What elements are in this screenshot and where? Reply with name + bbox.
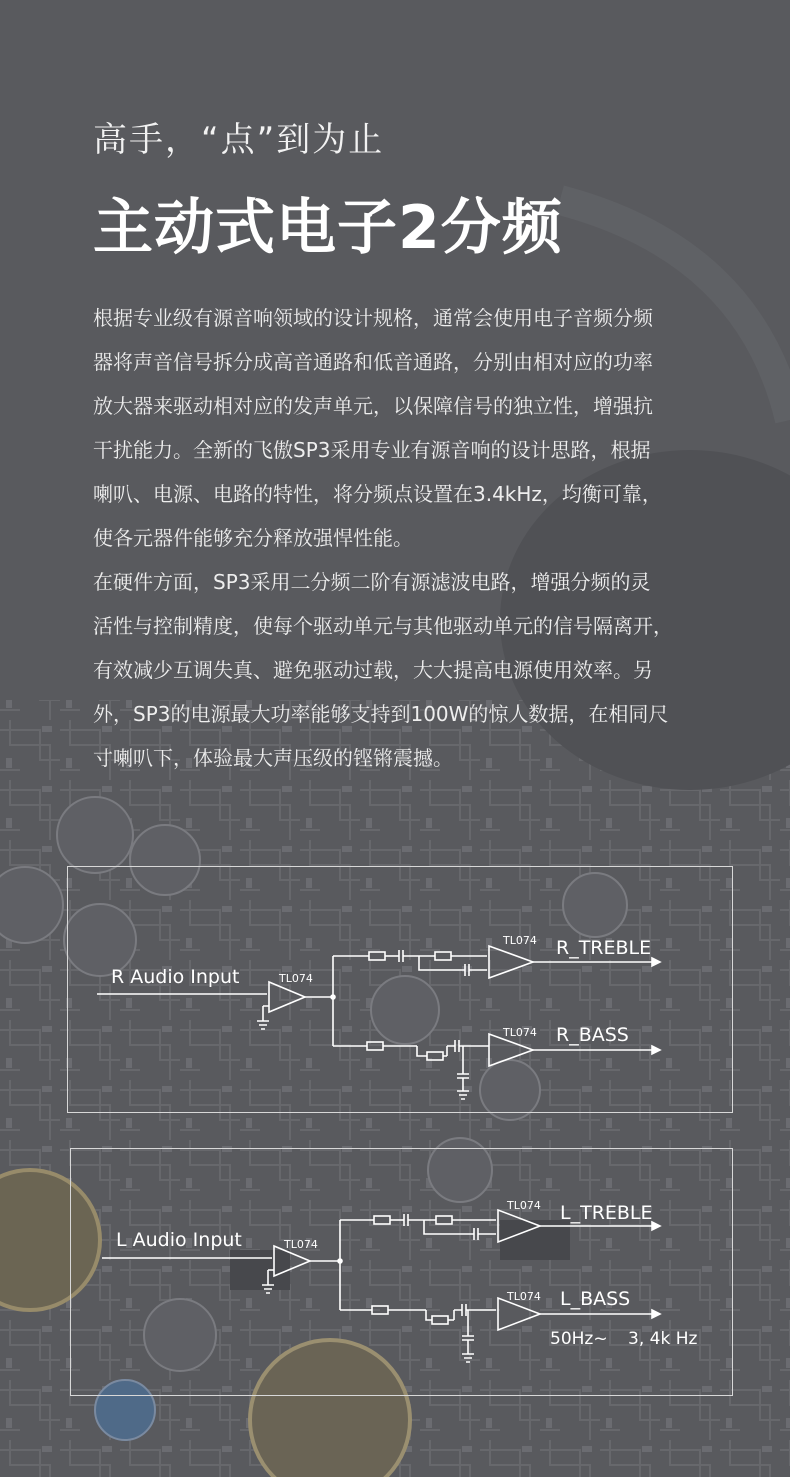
paragraph-line: 外，SP3的电源最大功率能够支持到100W的惊人数据，在相同尺: [93, 702, 669, 726]
paragraph-line: 有效减少互调失真、避免驱动过载，大大提高电源使用效率。另: [93, 658, 653, 682]
intro-paragraph: [93, 296, 753, 560]
bass-output-label: R_BASS: [556, 1024, 629, 1046]
treble-opamp-symbol: [489, 946, 533, 978]
ground-symbol: [262, 1270, 274, 1293]
subtitle: 高手，“点”到为止: [93, 120, 385, 160]
left-channel-crossover-diagram: [70, 1148, 733, 1396]
treble-output-label: R_TREBLE: [556, 937, 652, 959]
resistor-symbol: [435, 952, 451, 960]
paragraph-line: 使各元器件能够充分释放强悍性能。: [93, 526, 413, 550]
capacitor-symbol: [462, 1304, 466, 1316]
ground-symbol: [462, 1310, 474, 1362]
hardware-paragraph: [93, 560, 753, 780]
resistor-symbol: [369, 952, 385, 960]
paragraph-line: 活性与控制精度，使每个驱动单元与其他驱动单元的信号隔离开，: [93, 614, 673, 638]
paragraph-line: 干扰能力。全新的飞傲SP3采用专业有源音响的设计思路，根据: [93, 438, 651, 462]
buffer-chip-label: TL074: [284, 1238, 318, 1251]
resistor-symbol: [374, 1216, 390, 1224]
treble-opamp-symbol: [498, 1210, 540, 1242]
paragraph-line: 喇叭、电源、电路的特性，将分频点设置在3.4kHz，均衡可靠，: [93, 482, 662, 506]
capacitor-symbol: [455, 1040, 459, 1052]
frequency-range-high: 3, 4k Hz: [628, 1329, 698, 1349]
resistor-symbol: [427, 1052, 443, 1060]
paragraph-line: 根据专业级有源音响领域的设计规格，通常会使用电子音频分频: [93, 306, 653, 330]
resistor-symbol: [372, 1306, 388, 1314]
resistor-symbol: [367, 1042, 383, 1050]
resistor-symbol: [432, 1316, 448, 1324]
frequency-range-low: 50Hz~: [550, 1329, 608, 1349]
paragraph-line: 放大器来驱动相对应的发声单元，以保障信号的独立性，增强抗: [93, 394, 653, 418]
buffer-chip-label: TL074: [279, 972, 313, 985]
bass-chip-label: TL074: [503, 1026, 537, 1039]
ground-symbol: [457, 1046, 469, 1099]
buffer-opamp-symbol: [269, 982, 305, 1012]
right-channel-crossover-diagram: [67, 866, 733, 1113]
bass-output-label: L_BASS: [560, 1288, 631, 1310]
circuit-schematic: [70, 1148, 733, 1396]
input-label: L Audio Input: [116, 1229, 242, 1251]
paragraph-line: 寸喇叭下，体验最大声压级的铿锵震撼。: [93, 746, 453, 770]
ground-symbol: [257, 1006, 269, 1029]
paragraph-line: 器将声音信号拆分成高音通路和低音通路，分别由相对应的功率: [93, 350, 653, 374]
treble-chip-label: TL074: [503, 934, 537, 947]
capacitor-symbol: [404, 1214, 408, 1226]
paragraph-line: 在硬件方面，SP3采用二分频二阶有源滤波电路，增强分频的灵: [93, 570, 651, 594]
resistor-symbol: [436, 1216, 452, 1224]
circuit-schematic: [67, 866, 733, 1113]
treble-output-label: L_TREBLE: [560, 1202, 653, 1224]
bass-chip-label: TL074: [507, 1290, 541, 1303]
treble-chip-label: TL074: [507, 1199, 541, 1212]
capacitor-symbol: [399, 950, 403, 962]
input-label: R Audio Input: [111, 966, 240, 988]
page-title: 主动式电子2分频: [93, 193, 563, 263]
